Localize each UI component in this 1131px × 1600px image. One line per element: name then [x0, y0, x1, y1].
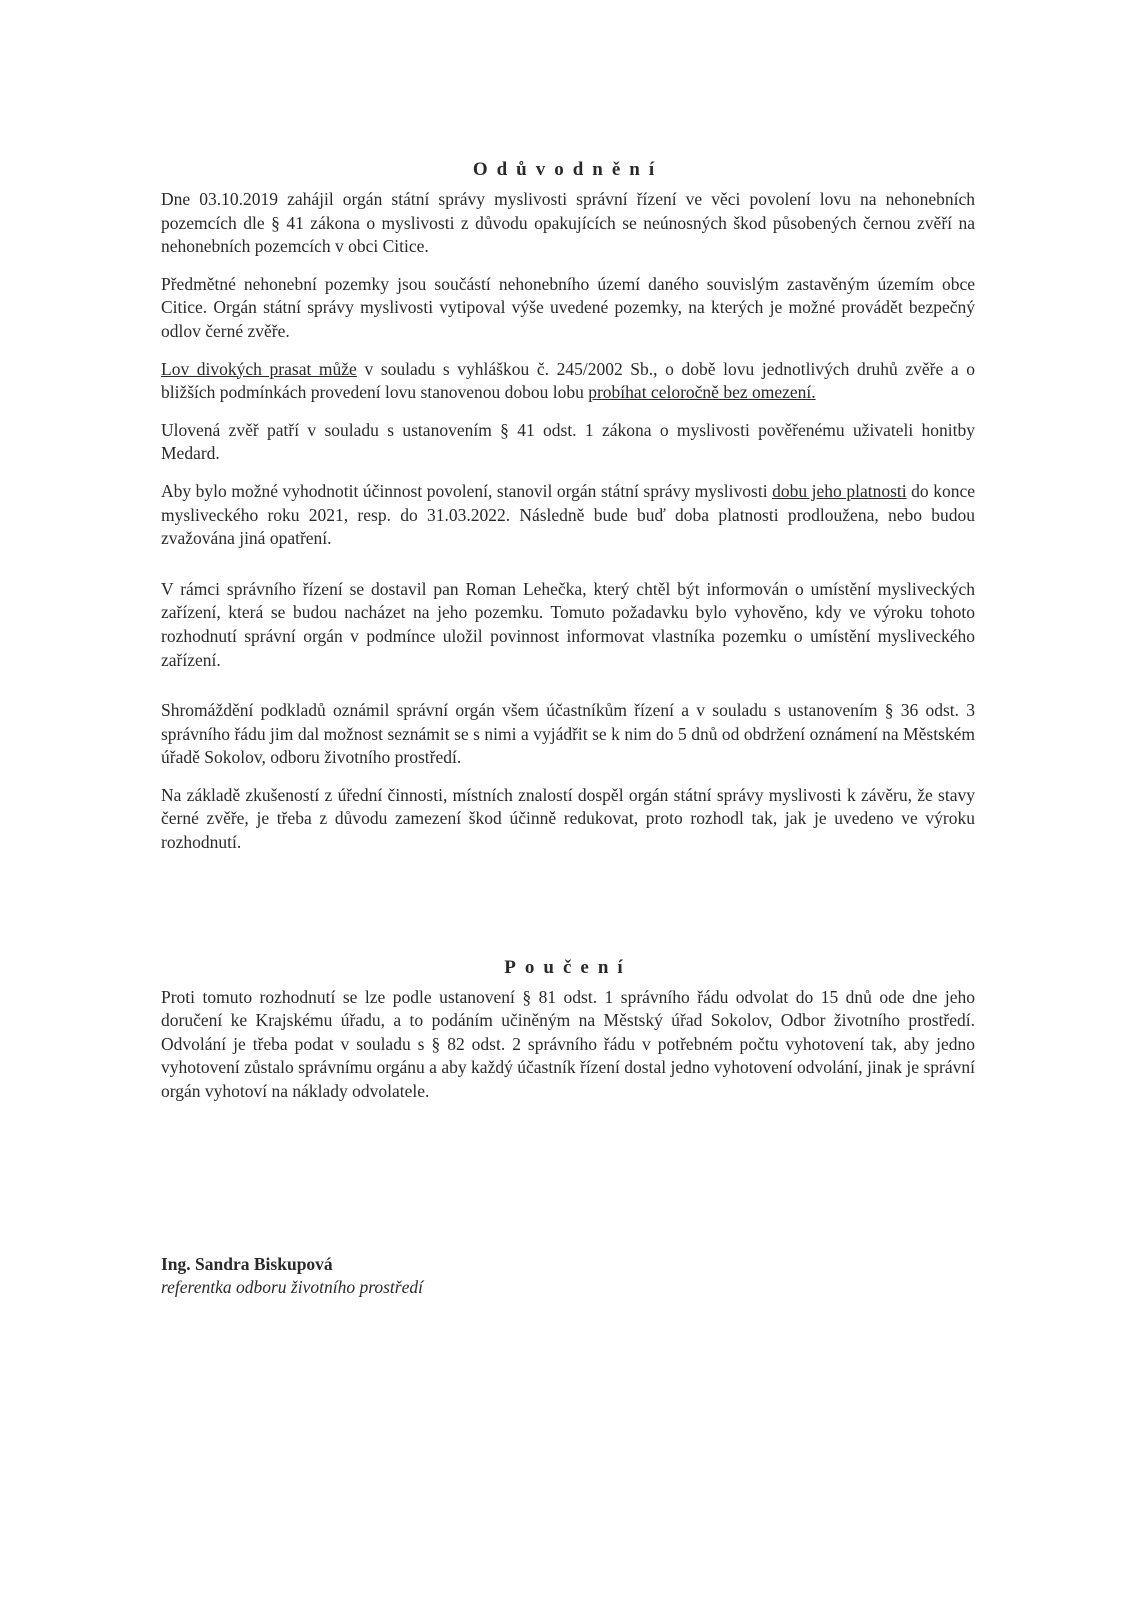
- paragraph-3-text: v souladu s vyhláškou č. 245/2002 Sb., o době lovu jednotlivých druhů zvěře a o bližších podmínkách provedení lovu stanovenou dobou lobu: [161, 358, 975, 403]
- signatory-name: Ing. Sandra Biskupová: [161, 1254, 333, 1274]
- paragraph-1: Dne 03.10.2019 zahájil orgán státní správy myslivosti správní řízení ve věci povolení lovu na nehonebních pozemcích dle § 41 zákona o myslivosti z důvodu opakujících se neúnosných škod působených černou zvěří na nehonebních pozemcích v obci Citice.: [161, 189, 975, 257]
- paragraph-2: Předmětné nehonební pozemky jsou součástí nehonebního území daného souvislým zastavěným územím obce Citice. Orgán státní správy myslivosti vytipoval výše uvedené pozemky, na kterých je možné provádět bezpečný odlov černé zvěře.: [161, 273, 975, 341]
- underlined-phrase: probíhat celoročně bez omezení.: [588, 382, 816, 403]
- paragraph-5-text-2: do konce mysliveckého roku 2021, resp. do 31.03.2022. Následně bude buď doba platnosti prodloužena, nebo budou zvažována jiná opatření.: [161, 480, 975, 549]
- document-body: [161, 158, 975, 1104]
- section-spacer: [161, 855, 975, 956]
- paragraph-5: [161, 480, 975, 551]
- paragraph-7: Shromáždění podkladů oznámil správní orgán všem účastníkům řízení a v souladu s ustanovením § 36 odst. 3 správního řádu jim dal možnost seznámit se s nimi a vyjádřit se k nim do 5 dnů od obdržení oznámení na Městském úřadě Sokolov, odboru životního prostředí.: [161, 700, 975, 768]
- paragraph-5-text-1: Aby bylo možné vyhodnotit účinnost povolení, stanovil orgán státní správy myslivosti: [161, 480, 773, 501]
- pouceni-text: Proti tomuto rozhodnutí se lze podle ustanovení § 81 odst. 1 správního řádu odvolat do 15 dnů ode dne jeho doručení ke Krajskému úřadu, a to podáním učiněným na Městský úřad Sokolov, Odbor životního prostředí. Odvolání je třeba podat v souladu s § 82 odst. 2 správního řádu v potřebném počtu vyhotovení tak, aby jedno vyhotovení zůstalo správnímu orgánu a aby každý účastník řízení dostal jedno vyhotovení odvolání, jinak je správní orgán vyhotoví na náklady odvolatele.: [161, 986, 975, 1102]
- signature-block: [161, 1253, 661, 1299]
- heading-pouceni: Poučení: [504, 956, 632, 978]
- paragraph-8: Na základě zkušeností z úřední činnosti, místních znalostí dospěl orgán státní správy myslivosti k závěru, že stavy černé zvěře, je třeba z důvodu zamezení škod účinně redukovat, proto rozhodl tak, jak je uvedeno ve výroku rozhodnutí.: [161, 784, 975, 853]
- paragraph-4: Ulovená zvěř patří v souladu s ustanovením § 41 odst. 1 zákona o myslivosti pověřenému uživateli honitby Medard.: [161, 419, 975, 464]
- heading-oduvodneni: Odůvodnění: [472, 159, 664, 180]
- paragraph-6: V rámci správního řízení se dostavil pan Roman Lehečka, který chtěl být informován o umístění mysliveckých zařízení, která se budou nacházet na jeho pozemku. Tomuto požadavku bylo vyhověno, kdy ve výroku tohoto rozhodnutí správní orgán v podmínce uložil povinnost informovat vlastníka pozemku o umístění mysliveckého zařízení.: [161, 578, 975, 670]
- paragraph-3: [161, 358, 975, 405]
- underlined-phrase: dobu jeho platnosti: [772, 480, 907, 501]
- underlined-phrase: Lov divokých prasat může: [161, 358, 357, 379]
- signatory-role: referentka odboru životního prostředí: [161, 1277, 423, 1297]
